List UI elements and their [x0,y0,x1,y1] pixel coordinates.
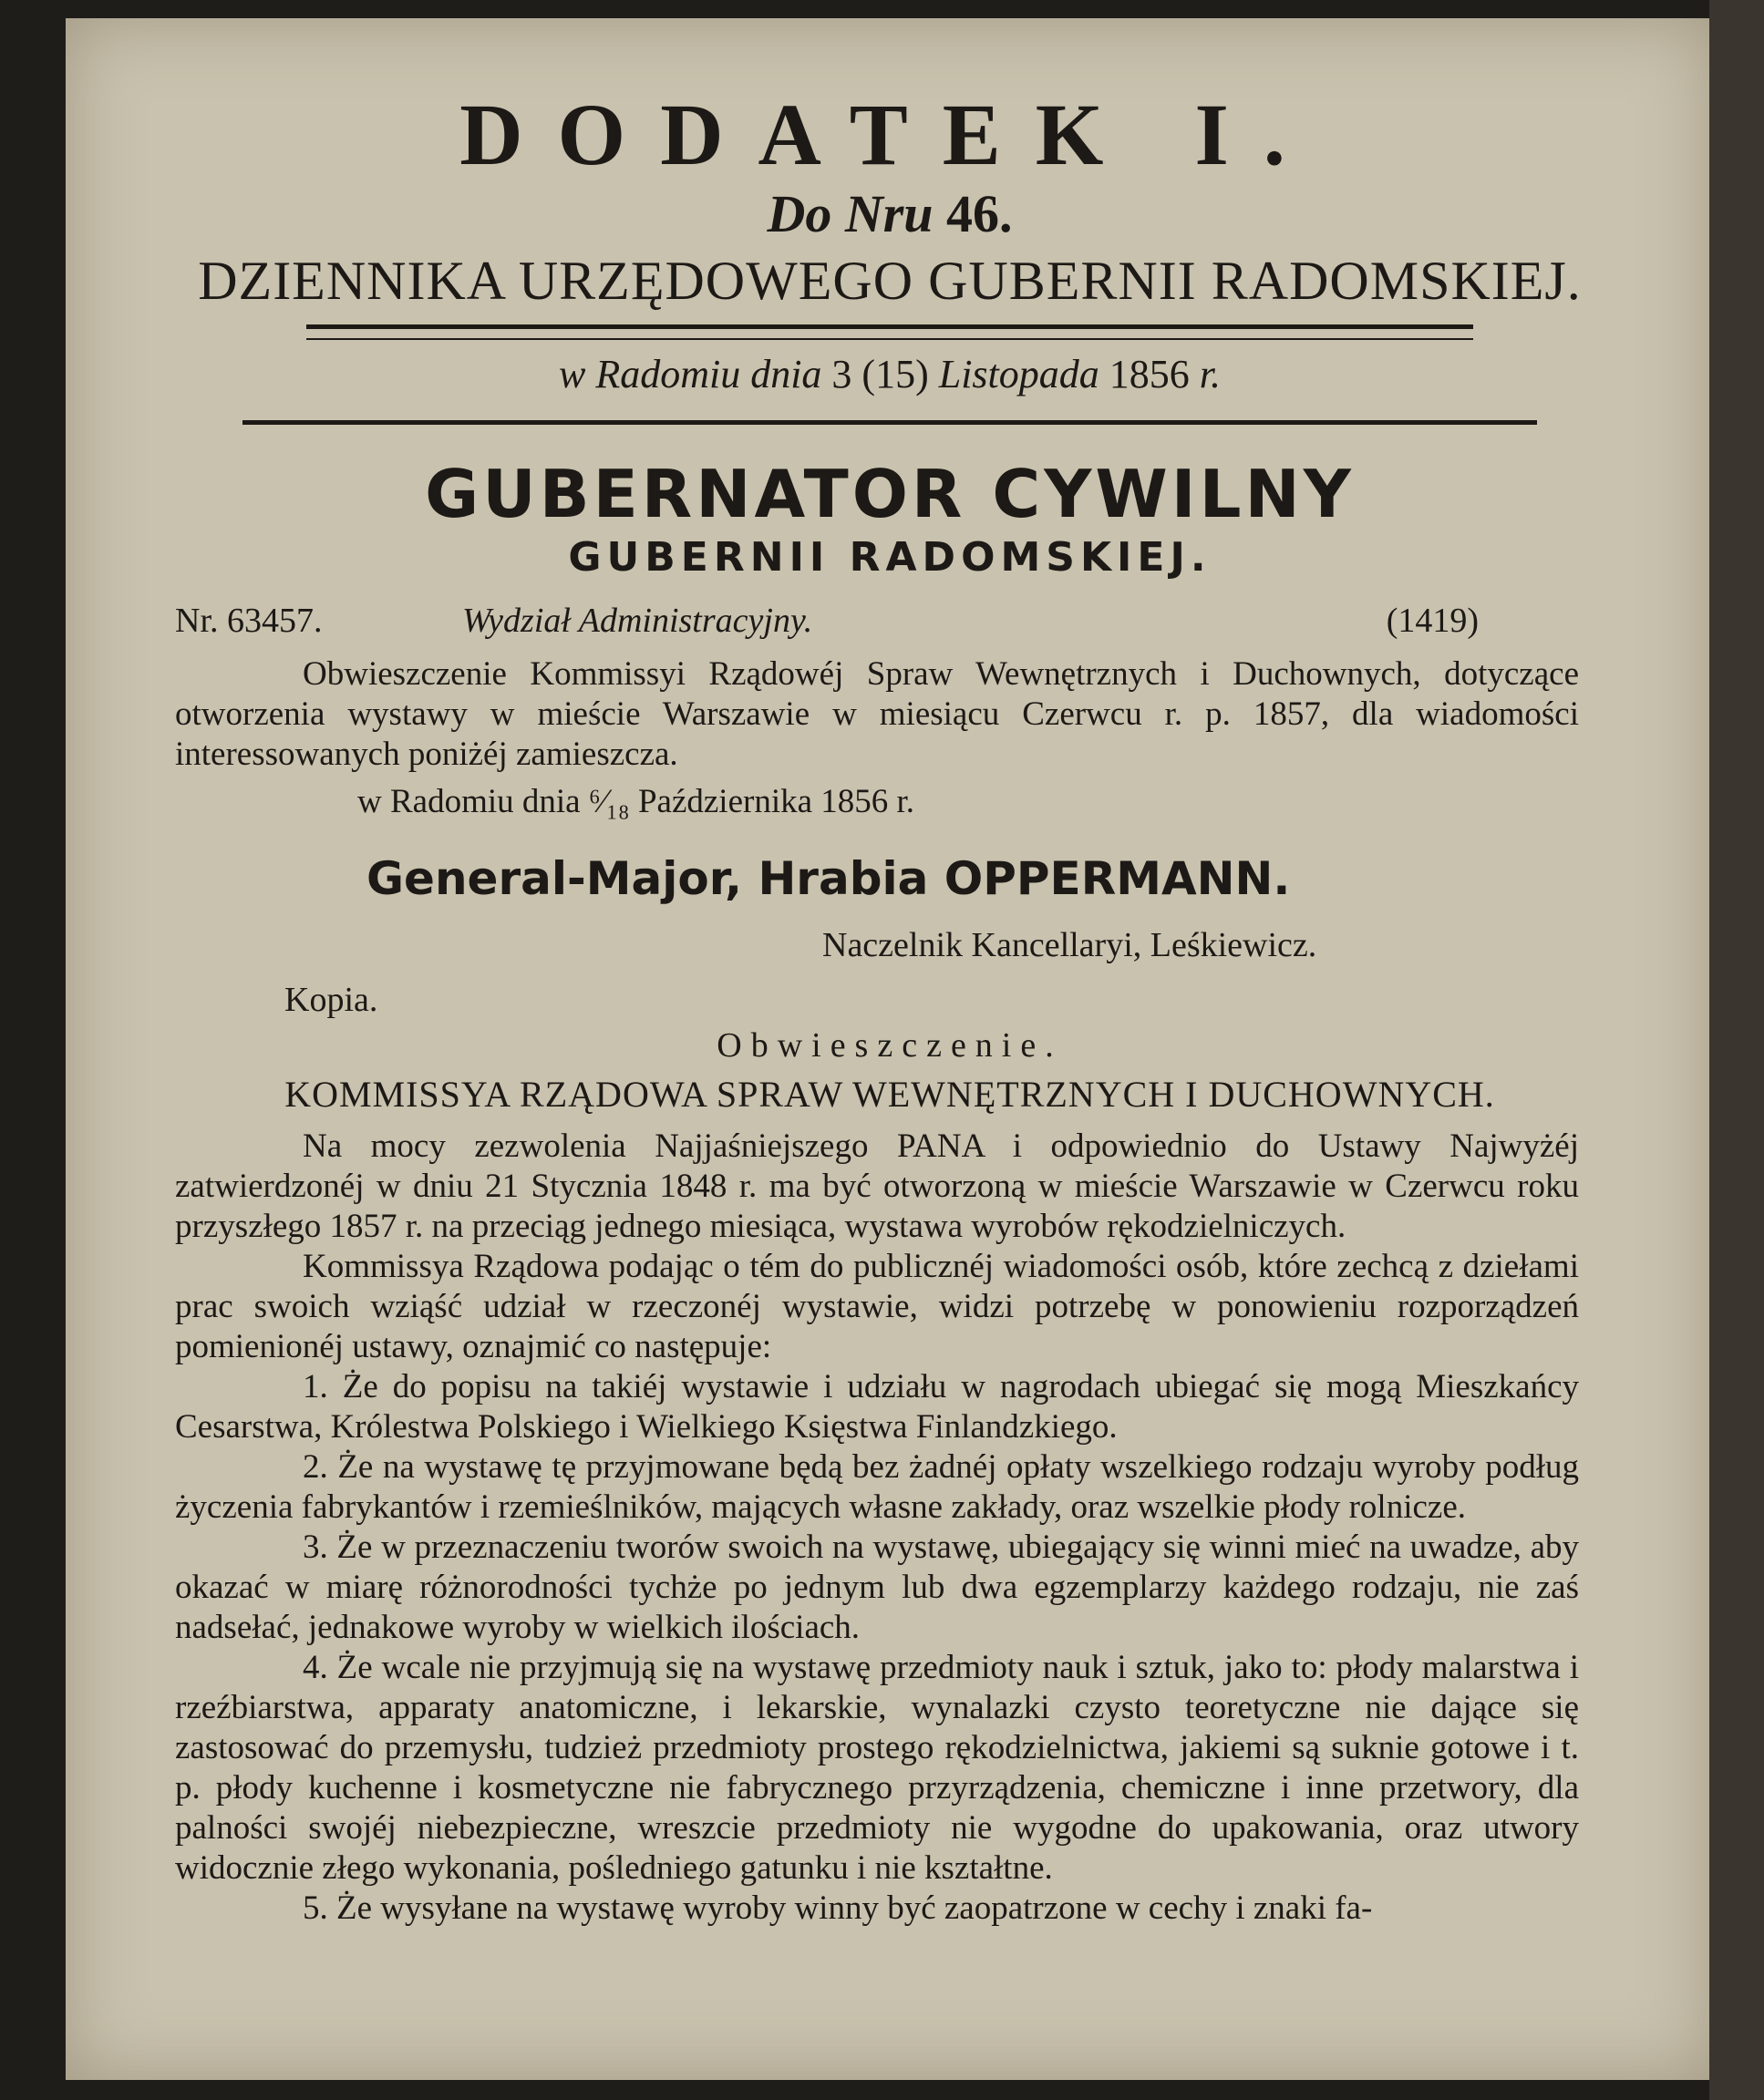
journal-title: DZIENNIKA URZĘDOWEGO GUBERNII RADOMSKIEJ. [198,251,1582,311]
issue-number: 46. [946,184,1013,243]
issue-prefix: Do Nru [767,184,934,243]
notice-title: Obwieszczenie. [717,1026,1063,1065]
reference-code: (1419) [1386,602,1479,640]
list-item: 1. Że do popisu na takiéj wystawie i udziału w nagrodach ubiegać się mogą Mieszkańcy Cesarstwa, Królestwa Polskiego i Wielkiego Księstwa Finlandzkiego. [175,1368,1579,1446]
notice-paragraph-1: Na mocy zezwolenia Najjaśniejszego PANA i odpowiednio do Ustawy Najwyżéj zatwierdzonéj w dniu 21 Stycznia 1848 r. ma być otworzoną w mieście Warszawie w Czerwcu roku przyszłego 1857 r. na przeciąg jednego miesiąca, wystawa wyrobów rękodzielniczych. [175,1127,1579,1245]
commission-title: KOMMISSYA RZĄDOWA SPRAW WEWNĘTRZNYCH I DUCHOWNYCH. [284,1074,1495,1115]
date-place: w Radomiu dnia [558,352,822,396]
copy-label: Kopia. [284,981,378,1019]
list-item: 3. Że w przeznaczeniu tworów swoich na wystawę, ubiegający się winni mieć na uwadze, aby okazać w miarę różnorodności tychże po jednym lub dwa egzemplarzy każdego rodzaju, nie zaś nadsełać, jednakowe wyroby w wielkich ilościach. [175,1529,1579,1646]
document-page [66,18,1714,2080]
supplement-title: DODATEK I. [459,86,1320,183]
reference-number: Nr. 63457. [175,602,323,640]
issue-date [66,352,1714,396]
date-day: 3 (15) [831,352,929,396]
chancellor-signature: Naczelnik Kancellaryi, Leśkiewicz. [822,926,1317,964]
notice-paragraph-2: Kommissya Rządowa podając o tém do publicznéj wiadomości osób, które zechcą z dziełami prac swoich wziąść udział w rzeczonéj wystawie, widzi potrzebę w ponowieniu rozporządzeń pomienionéj ustawy, oznajmić co następuje: [175,1248,1579,1365]
issue-reference [66,184,1714,243]
notice-body [175,1127,1579,1929]
date-month: Listopada [938,352,1099,396]
thick-rule [242,420,1537,425]
binding-edge [1709,0,1764,2100]
intro-block [175,654,1579,775]
authority-subtitle: GUBERNII RADOMSKIEJ. [568,534,1212,581]
authority-title: GUBERNATOR CYWILNY [425,456,1355,532]
governor-signature: General-Major, Hrabia OPPERMANN. [366,852,1291,905]
intro-text: Obwieszczenie Kommissyi Rządowéj Spraw Wewnętrznych i Duchownych, dotyczące otworzenia wystawy w mieście Warszawie w miesiącu Czerwcu r. p. 1857, dla wiadomości interessowanych poniżéj zamieszcza. [175,655,1579,773]
reference-row [175,603,1479,638]
date-year: 1856 [1109,352,1190,396]
date-suffix: r. [1199,352,1222,396]
reference-department: Wydział Administracyjny. [462,602,813,640]
double-rule [306,324,1473,340]
list-item: 2. Że na wystawę tę przyjmowane będą bez żadnéj opłaty wszelkiego rodzaju wyroby podług życzenia fabrykantów i rzemieślników, mających własne zakłady, oraz wszelkie płody rolnicze. [175,1448,1579,1526]
list-item: 5. Że wysyłane na wystawę wyroby winny być zaopatrzone w cechy i znaki fa- [303,1889,1373,1927]
list-item: 4. Że wcale nie przyjmują się na wystawę przedmioty nauk i sztuk, jako to: płody malarstwa i rzeźbiarstwa, apparaty anatomiczne, i lekarskie, wynalazki czysto teoretyczne nie dające się zastosować do przemysłu, tudzież przedmioty prostego rękodzielnictwa, jakiemi są suknie gotowe i t. p. płody kuchenne i kosmetyczne nie fabrycznego przyrządzenia, chemiczne i inne przetwory, dla palności swojéj niebezpieczne, wreszcie przedmioty nie wygodne do upakowania, oraz utwory widocznie złego wykonania, pośledniego gatunku i nie kształtne. [175,1649,1579,1887]
intro-date: w Radomiu dnia ⁶⁄₁₈ Października 1856 r. [357,783,915,820]
